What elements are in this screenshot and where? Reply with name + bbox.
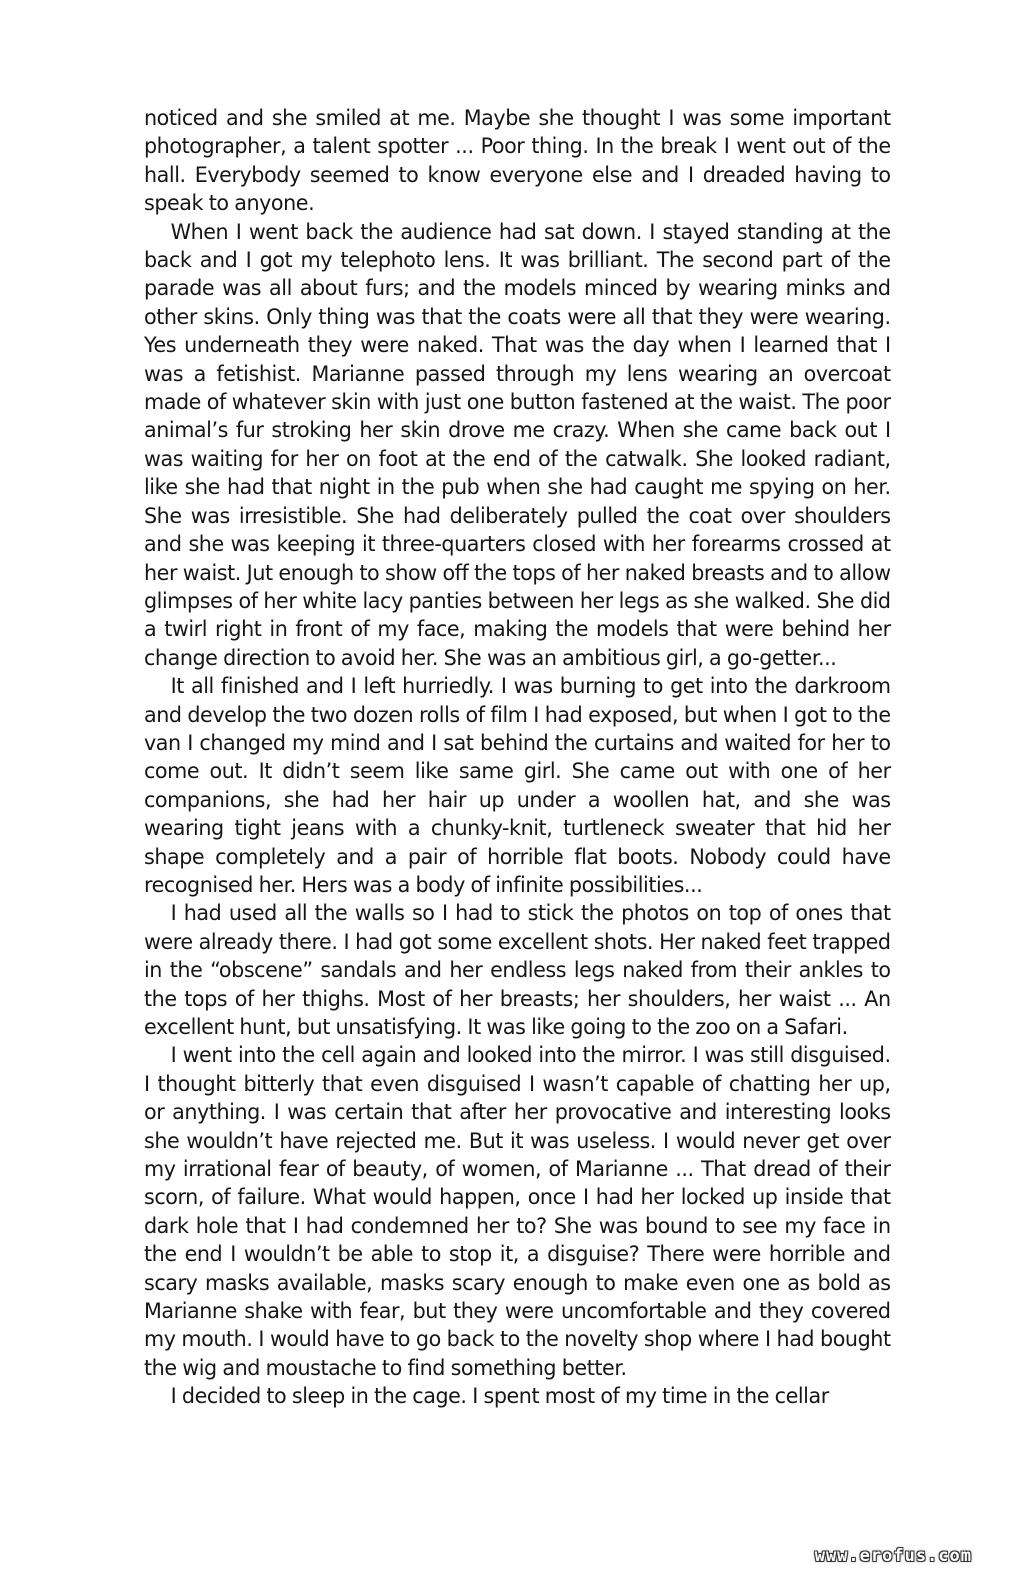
paragraph-cage: I decided to sleep in the cage. I spent most of my time in the cellar (170, 1384, 829, 1409)
paragraph-mirror: I went into the cell again and looked into the mirror. I was still disguised. I thought bitterly that even disguised I wasn’t capable of chatting her up, or anything. I was certain that after her provocative and interesting looks she wouldn’t have rejected me. But it was useless. I would never get over my irrational fear of beauty, of women, of Marianne ... That dread of their scorn, of failure. What would happen, once I had her locked up inside that dark hole that I had condemned her to? She was bound to see my face in the end I wouldn’t be able to stop it, a disguise? There were horrible and scary masks available, masks scary enough to make even one as bold as Marianne shake with fear, but they were uncomfortable and they covered my mouth. I would have to go back to the novelty shop where I had bought the wig and moustache to find something better. (144, 1043, 891, 1380)
paragraph-continued: noticed and she smiled at me. Maybe she thought I was some important photographer, a talent spotter ... Poor thing. In the break I went out of the hall. Everybody seemed to know everyone else and I dreaded having to speak to anyone. (144, 106, 891, 216)
page-text (144, 104, 891, 1411)
paragraph-photos: I had used all the walls so I had to stick the photos on top of ones that were already there. I had got some excellent shots. Her naked feet trapped in the “obscene” sandals and her endless legs naked from their ankles to the tops of her thighs. Most of her breasts; her shoulders, her waist ... An excellent hunt, but unsatisfying. It was like going to the zoo on a Safari. (144, 901, 891, 1039)
paragraph-leaving: It all finished and I left hurriedly. I was burning to get into the darkroom and develop the two dozen rolls of film I had exposed, but when I got to the van I changed my mind and I sat behind the curtains and waited for her to come out. It didn’t seem like same girl. She came out with one of her companions, she had her hair up under a woollen hat, and she was wearing tight jeans with a chunky-knit, turtleneck sweater that hid her shape completely and a pair of horrible flat boots. Nobody could have recognised her. Hers was a body of infinite possibilities... (144, 674, 891, 897)
site-watermark: www.erofus.com (814, 1546, 972, 1566)
paragraph-fashion-show: When I went back the audience had sat down. I stayed standing at the back and I got my telephoto lens. It was brilliant. The second part of the parade was all about furs; and the models minced by wearing minks and other skins. Only thing was that the coats were all that they were wearing. Yes underneath they were naked. That was the day when I learned that I was a fetishist. Marianne passed through my lens wearing an overcoat made of whatever skin with just one button fastened at the waist. The poor animal’s fur stroking her skin drove me crazy. When she came back out I was waiting for her on foot at the end of the catwalk. She looked radiant, like she had that night in the pub when she had caught me spying on her. She was irresistible. She had deliberately pulled the coat over shoulders and she was keeping it three-quarters closed with her forearms crossed at her waist. Jut enough to show off the tops of her naked breasts and to allow glimpses of her white lacy panties between her legs as she walked. She did a twirl right in front of my face, making the models that were behind her change direction to avoid her. She was an ambitious girl, a go-getter... (144, 219, 891, 670)
